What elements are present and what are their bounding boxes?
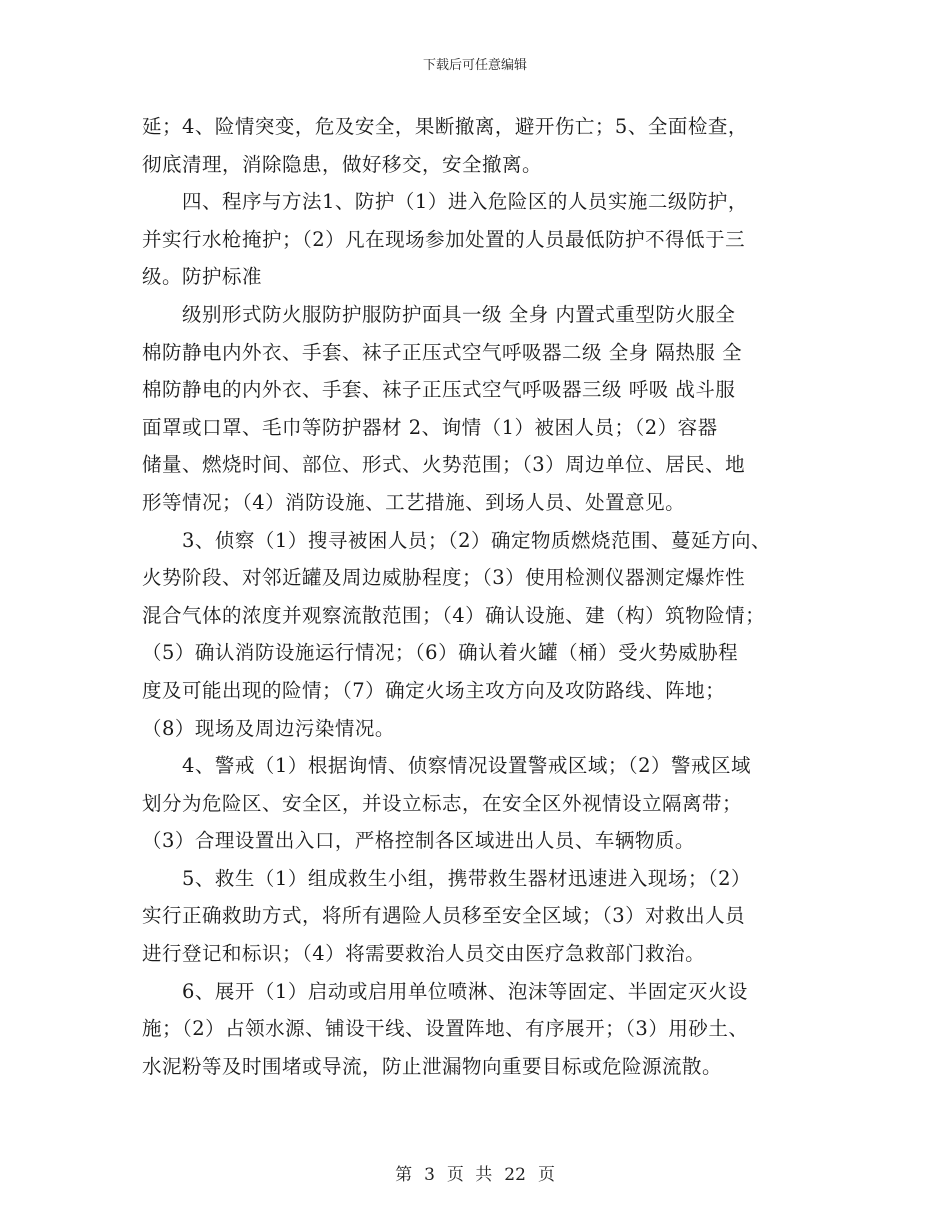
text-line: 形等情况；（4）消防设施、工艺措施、到场人员、处置意见。 — [142, 490, 686, 514]
text-line: （5）确认消防设施运行情况；（6）确认着火罐（桶）受火势威胁程 — [142, 641, 739, 665]
footer-mid: 页 共 — [446, 1165, 493, 1185]
text-line: （8）现场及周边污染情况。 — [142, 716, 395, 740]
text-line: 4、警戒（1）根据询情、侦察情况设置警戒区域；（2）警戒区域 — [142, 754, 751, 778]
text-line: 6、展开（1）启动或启用单位喷淋、泡沫等固定、半固定灭火设 — [142, 979, 748, 1003]
text-line: 级。防护标准 — [142, 265, 263, 289]
text-line: 储量、燃烧时间、部位、形式、火势范围；（3）周边单位、居民、地 — [142, 453, 746, 477]
text-line: 棉防静电的内外衣、手套、袜子正压式空气呼吸器三级 呼吸 战斗服 — [142, 378, 736, 402]
page-footer — [0, 1160, 950, 1185]
text-line: 混合气体的浓度并观察流散范围；（4）确认设施、建（构）筑物险情； — [142, 603, 766, 627]
text-line: 四、程序与方法1、防护（1）进入危险区的人员实施二级防护， — [142, 190, 748, 214]
text-line: 延；4、险情突变，危及安全，果断撤离，避开伤亡；5、全面检查， — [142, 115, 748, 138]
text-line: （3）合理设置出入口，严格控制各区域进出人员、车辆物质。 — [142, 829, 695, 853]
text-line: 划分为危险区、安全区，并设立标志，在安全区外视情设立隔离带； — [142, 791, 743, 815]
page-header: 下载后可任意编辑 — [422, 58, 527, 73]
text-line: 实行正确救助方式，将所有遇险人员移至安全区域；（3）对救出人员 — [142, 904, 746, 928]
text-line: 3、侦察（1）搜寻被困人员；（2）确定物质燃烧范围、蔓延方向、 — [142, 528, 771, 552]
document-body — [142, 108, 832, 1085]
text-line: 彻底清理，消除隐患，做好移交，安全撤离。 — [142, 152, 543, 176]
text-line: 并实行水枪掩护；（2）凡在现场参加处置的人员最低防护不得低于三 — [142, 227, 746, 251]
text-line: 级别形式防火服防护服防护面具一级 全身 内置式重型防火服全 — [142, 302, 736, 326]
total-pages: 22 — [504, 1165, 526, 1185]
text-line: 施；（2）占领水源、铺设干线、设置阵地、有序展开；（3）用砂土、 — [142, 1017, 749, 1041]
footer-suffix: 页 — [537, 1165, 555, 1185]
text-line: 面罩或口罩、毛巾等防护器材 2、询情（1）被困人员；（2）容器 — [142, 415, 718, 439]
text-line: 棉防静电内外衣、手套、袜子正压式空气呼吸器二级 全身 隔热服 全 — [142, 340, 743, 364]
text-line: 火势阶段、对邻近罐及周边威胁程度；（3）使用检测仪器测定爆炸性 — [142, 566, 746, 590]
footer-prefix: 第 — [395, 1165, 413, 1185]
text-line: 进行登记和标识；（4）将需要救治人员交由医疗急救部门救治。 — [142, 942, 706, 966]
page-number: 3 — [424, 1165, 435, 1185]
text-line: 5、救生（1）组成救生小组，携带救生器材迅速进入现场；（2） — [142, 866, 751, 890]
text-line: 水泥粉等及时围堵或导流，防止泄漏物向重要目标或危险源流散。 — [142, 1054, 723, 1078]
text-line: 度及可能出现的险情；（7）确定火场主攻方向及攻防路线、阵地； — [142, 678, 726, 702]
